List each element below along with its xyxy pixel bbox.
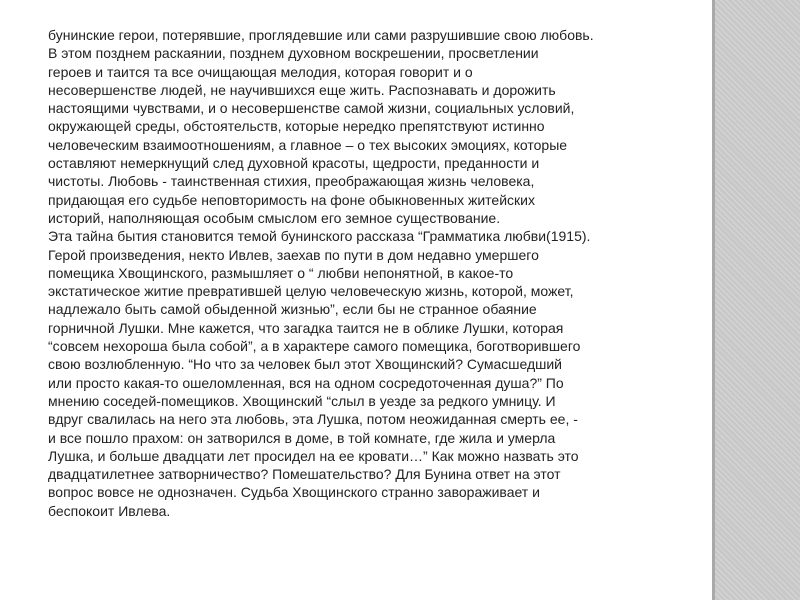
text-line: настоящими чувствами, и о несовершенстве самой жизни, социальных условий,: [48, 100, 575, 117]
text-line: оставляют немеркнущий след духовной красоты, щедрости, преданности и: [48, 155, 540, 172]
text-line: или просто какая-то ошеломленная, вся на одном сосредоточенная душа?” По: [48, 374, 564, 391]
text-line: надлежало быть самой обыденной жизнью”, если бы не странное обаяние: [48, 301, 537, 318]
text-line: “совсем нехороша была собой”, а в характере самого помещика, боготворившего: [48, 338, 581, 355]
text-line: Эта тайна бытия становится темой бунинского рассказа “Грамматика любви(1915).: [48, 228, 591, 245]
text-line: вопрос вовсе не однозначен. Судьба Хвощинского странно завораживает и: [48, 484, 540, 501]
text-line: бунинские герои, потерявшие, проглядевшие или сами разрушившие свою любовь.: [48, 27, 594, 43]
text-line: несовершенстве людей, не научившихся еще жить. Распознавать и дорожить: [48, 81, 556, 98]
text-line: человеческим взаимоотношениям, а главное – о тех высоких эмоциях, которые: [48, 136, 568, 153]
text-line: мнению соседей-помещиков. Хвощинский “слыл в уезде за редкого умницу. И: [48, 392, 556, 409]
text-line: Лушка, и больше двадцати лет просидел на ее кровати…” Как можно назвать это: [48, 447, 579, 464]
text-line: беспокоит Ивлева.: [48, 502, 171, 519]
text-line: двадцатилетнее затворничество? Помешательство? Для Бунина ответ на этот: [48, 466, 561, 483]
text-line: и все пошло прахом: он затворился в доме, в той комнате, где жила и умерла: [48, 429, 556, 446]
text-line: горничной Лушки. Мне кажется, что загадка таится не в облике Лушки, которая: [48, 319, 564, 336]
text-line: придающая его судьбе неповторимость на фоне обыкновенных житейских: [48, 191, 535, 208]
text-line: помещика Хвощинского, размышляет о “ любви непонятной, в какое-то: [48, 264, 514, 281]
text-line: окружающей среды, обстоятельств, которые нередко препятствуют истинно: [48, 118, 545, 135]
text-line: экстатическое житие превратившей целую человеческую жизнь, которой, может,: [48, 283, 574, 300]
text-line: В этом позднем раскаянии, позднем духовном воскрешении, просветлении: [48, 45, 539, 62]
text-line: свою возлюбленную. “Но что за человек был этот Хвощинский? Сумасшедший: [48, 356, 563, 373]
decorative-sidebar: [712, 0, 800, 600]
text-line: вдруг свалилась на него эта любовь, эта Лушка, потом неожиданная смерть ее, -: [48, 411, 578, 428]
text-line: историй, наполняющая особым смыслом его земное существование.: [48, 209, 501, 226]
paragraph-1: [48, 26, 668, 227]
text-line: чистоты. Любовь - таинственная стихия, преображающая жизнь человека,: [48, 173, 535, 190]
text-body: [48, 26, 668, 520]
text-line: Герой произведения, некто Ивлев, заехав по пути в дом недавно умершего: [48, 246, 539, 263]
text-line: героев и таится та все очищающая мелодия, которая говорит и о: [48, 63, 473, 80]
paragraph-2: [48, 227, 668, 520]
